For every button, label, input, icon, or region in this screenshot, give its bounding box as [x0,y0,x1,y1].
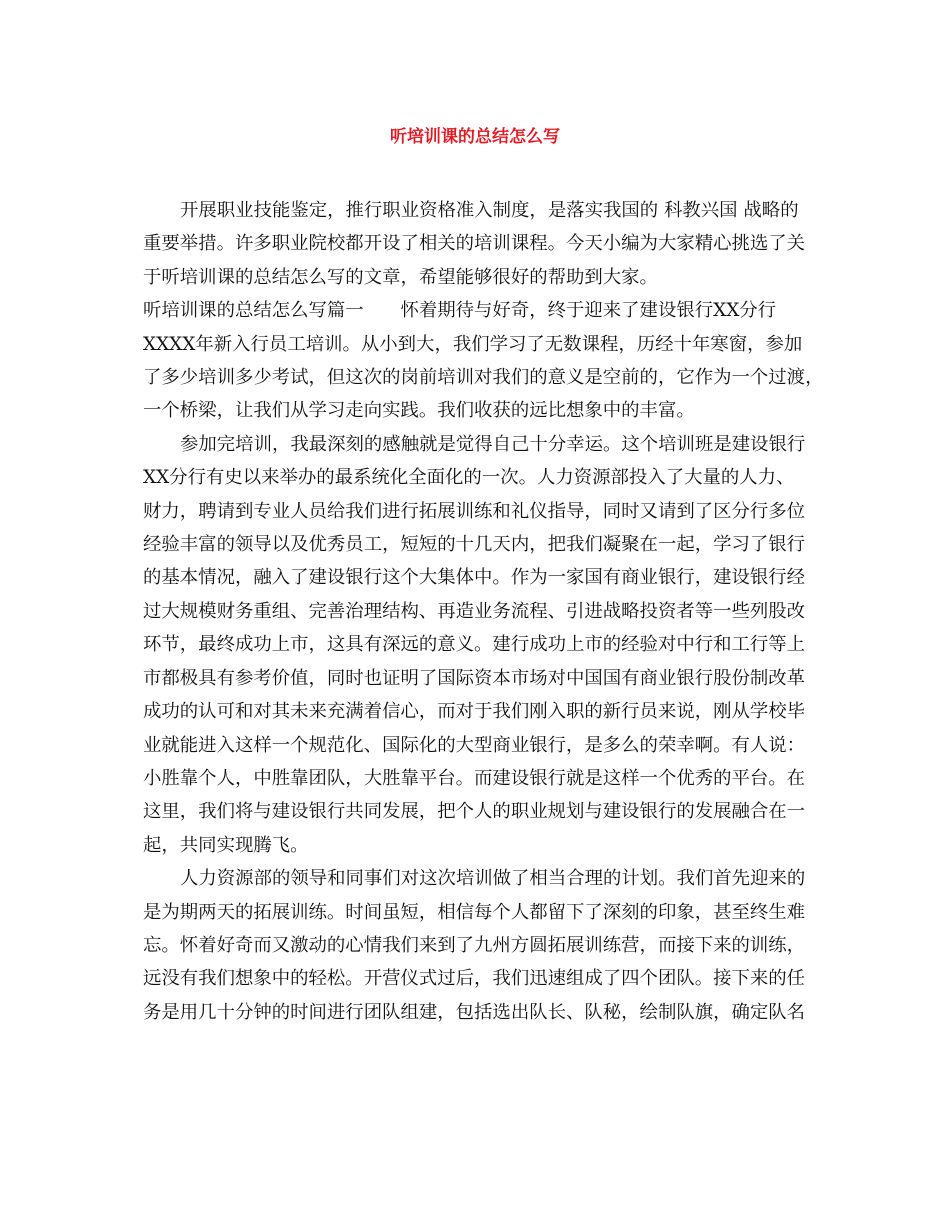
text-line: 是为期两天的拓展训练。时间虽短，相信每个人都留下了深刻的印象，甚至终生难 [143,901,806,923]
text-line: 一个桥梁，让我们从学习走向实践。我们收获的远比想象中的丰富。 [143,400,695,422]
text-line: 人力资源部的领导和同事们对这次培训做了相当合理的计划。我们首先迎来的 [180,868,806,890]
text-line: 听培训课的总结怎么写篇一 怀着期待与好奇，终于迎来了建设银行XX分行 [143,300,777,322]
text-line: 了多少培训多少考试，但这次的岗前培训对我们的意义是空前的，它作为一个过渡， [143,367,824,389]
text-line: 务是用几十分钟的时间进行团队组建，包括选出队长、队秘，绘制队旗，确定队名 [143,1001,806,1023]
text-line: 忘。怀着好奇而又激动的心情我们来到了九州方圆拓展训练营，而接下来的训练， [143,934,806,956]
text-line: 于听培训课的总结怎么写的文章，希望能够很好的帮助到大家。 [143,266,658,288]
text-line: 的基本情况，融入了建设银行这个大集体中。作为一家国有商业银行，建设银行经 [143,567,806,589]
text-line: 经验丰富的领导以及优秀员工，短短的十几天内，把我们凝聚在一起，学习了银行 [143,534,806,556]
text-line: 小胜靠个人，中胜靠团队，大胜靠平台。而建设银行就是这样一个优秀的平台。在 [143,767,806,789]
section-heading-line [143,294,815,327]
text-line: XXXX年新入行员工培训。从小到大，我们学习了无数课程，历经十年寒窗，参加 [143,333,803,355]
text-line: 参加完培训，我最深刻的感触就是觉得自己十分幸运。这个培训班是建设银行 [180,433,806,455]
text-line: 环节，最终成功上市，这具有深远的意义。建行成功上市的经验对中行和工行等上 [143,634,806,656]
text-line: 市都极具有参考价值，同时也证明了国际资本市场对中国国有商业银行股份制改革 [143,667,806,689]
text-line: 起，共同实现腾飞。 [143,834,309,856]
text-line: 过大规模财务重组、完善治理结构、再造业务流程、引进战略投资者等一些列股改 [143,600,806,622]
text-line: 这里，我们将与建设银行共同发展，把个人的职业规划与建设银行的发展融合在一 [143,801,806,823]
document-title: 听培训课的总结怎么写 [390,127,560,147]
text-line: 业就能进入这样一个规范化、国际化的大型商业银行，是多么的荣幸啊。有人说： [143,734,806,756]
text-line: 财力，聘请到专业人员给我们进行拓展训练和礼仪指导，同时又请到了区分行多位 [143,500,806,522]
text-line: 远没有我们想象中的轻松。开营仪式过后，我们迅速组成了四个团队。接下来的任 [143,968,806,990]
text-line: 成功的认可和对其未来充满着信心，而对于我们刚入职的新行员来说，刚从学校毕 [143,701,806,723]
document-body [143,194,824,1029]
text-line: XX分行有史以来举办的最系统化全面化的一次。人力资源部投入了大量的人力、 [143,467,795,489]
text-line: 开展职业技能鉴定，推行职业资格准入制度，是落实我国的 科教兴国 战略的 [180,200,799,221]
text-line: 重要举措。许多职业院校都开设了相关的培训课程。今天小编为大家精心挑选了关 [143,233,806,255]
